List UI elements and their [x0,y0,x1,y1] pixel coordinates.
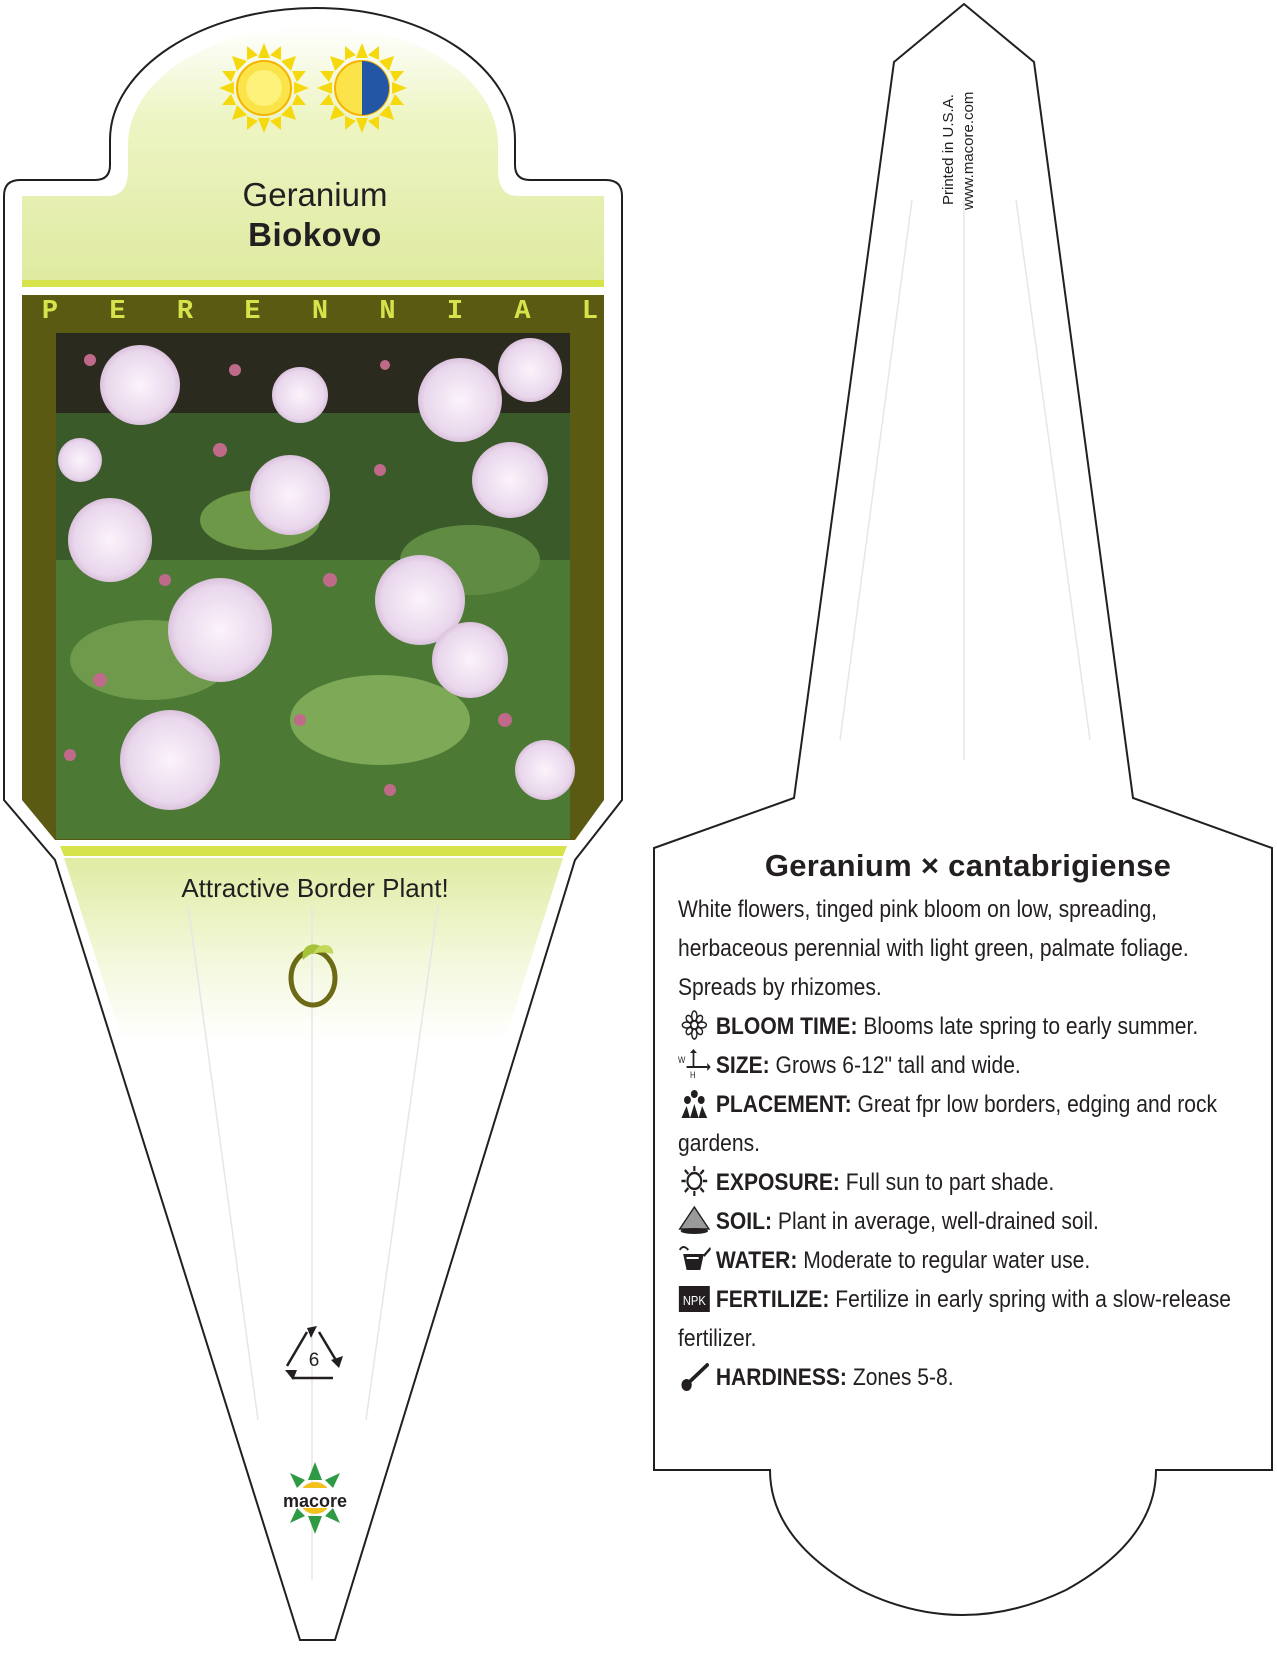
plant-photo [56,333,575,839]
hardiness-text: Zones 5-8. [852,1364,954,1391]
plant-type-letter: L [581,297,599,327]
placement-row [678,1085,1254,1163]
soil-text: Plant in average, well-drained soil. [777,1208,1099,1235]
exposure-text: Full sun to part shade. [845,1169,1055,1196]
exposure-label: EXPOSURE: [715,1169,840,1196]
hardiness-row [678,1358,1254,1397]
printed-in: Printed in U.S.A. [940,94,957,205]
fertilize-label: FERTILIZE: [715,1286,830,1313]
care-info [678,848,1258,1397]
size-label: SIZE: [715,1052,770,1079]
plant-cultivar: Biokovo [248,216,382,253]
bloom-time-text: Blooms late spring to early summer. [863,1013,1199,1040]
water-text: Moderate to regular water use. [803,1247,1091,1274]
part-shade-icon [317,43,407,133]
plant-type-letter: E [109,297,126,327]
plant-type-letter: R [176,297,194,327]
bloom-time-row [678,1007,1254,1046]
lime-stripe-bottom [60,846,567,856]
exposure-row [678,1163,1254,1202]
size-icon [678,1049,711,1079]
plant-type-label [40,297,600,327]
hardiness-label: HARDINESS: [715,1364,847,1391]
size-icon-w: W [678,1054,686,1066]
bloom-time-label: BLOOM TIME: [715,1013,858,1040]
water-row [678,1241,1254,1280]
size-row [678,1046,1254,1085]
plant-genus: Geranium [242,176,388,213]
plant-type-letter: P [41,297,59,327]
placement-label: PLACEMENT: [715,1091,852,1118]
plant-type-letter: N [311,297,329,327]
npk-icon-text: NPK [682,1293,706,1309]
botanical-name: Geranium × cantabrigiense [764,848,1172,883]
fertilize-text: Fertilize in early spring with a slow-release fertilizer. [678,1286,1232,1352]
npk-icon [678,1283,711,1313]
lime-stripe-top [22,280,604,287]
full-sun-icon [219,43,309,133]
soil-row [678,1202,1254,1241]
water-label: WATER: [715,1247,798,1274]
thermometer-icon [678,1361,711,1391]
recycle-code: 6 [308,1350,320,1371]
plant-type-letter: N [379,297,396,327]
plant-type-letter: A [514,297,531,327]
sun-icon [678,1166,711,1196]
plant-type-letter: I [446,297,464,327]
plant-type-letter: E [244,297,261,327]
fertilize-row [678,1280,1254,1358]
size-icon-h: H [690,1069,696,1079]
tagline: Attractive Border Plant! [181,873,449,903]
size-text: Grows 6-12" tall and wide. [775,1052,1021,1079]
garden-icon [678,1088,711,1118]
website: www.macore.com [960,91,977,210]
care-list [678,890,1254,1397]
watering-can-icon [678,1244,711,1274]
soil-label: SOIL: [715,1208,773,1235]
brand-name: macore [282,1491,348,1511]
description: White flowers, tinged pink bloom on low, spreading, herbaceous perennial with light green, palmate foliage. Spreads by rhizomes. [678,896,1189,1001]
soil-icon [678,1205,711,1235]
placement-text: Great fpr low borders, edging and rock gardens. [678,1091,1218,1157]
flower-icon [678,1010,711,1040]
